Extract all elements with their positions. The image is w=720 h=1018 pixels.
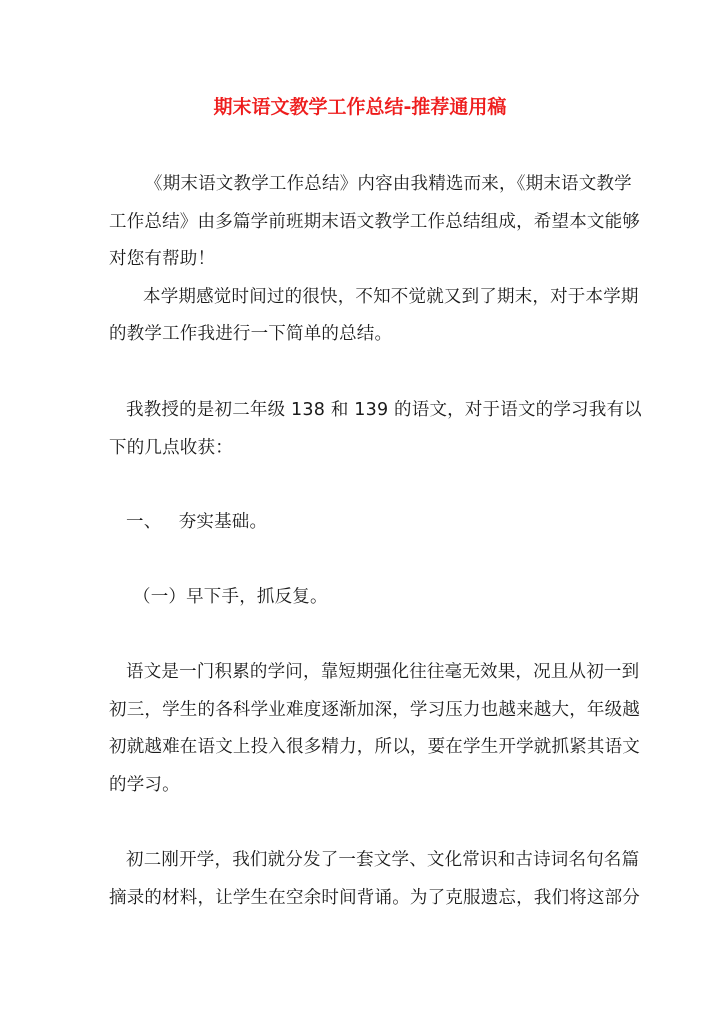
intro-line-3: 对您有帮助！	[109, 249, 216, 269]
paragraph-accumulation-line-2: 初三，学生的各科学业难度逐渐加深，学习压力也越来越大，年级越	[109, 700, 640, 720]
intro-line-2: 工作总结》由多篇学前班期末语文教学工作总结组成，希望本文能够	[109, 212, 640, 232]
paragraph-classes-line-2: 下的几点收获：	[109, 438, 233, 458]
document-title: 期末语文教学工作总结-推荐通用稿	[213, 96, 507, 118]
paragraph-classes-line-1: 我教授的是初二年级 138 和 139 的语文，对于语文的学习我有以	[126, 400, 642, 420]
paragraph-accumulation-line-4: 的学习。	[109, 775, 180, 795]
paragraph-accumulation-line-3: 初就越难在语文上投入很多精力，所以，要在学生开学就抓紧其语文	[109, 737, 640, 757]
section-heading-1: 一、 夯实基础。	[126, 512, 268, 532]
paragraph-semester-line-2: 的教学工作我进行一下简单的总结。	[109, 324, 393, 344]
intro-line-1: 《期末语文教学工作总结》内容由我精选而来，《期末语文教学	[145, 174, 632, 194]
paragraph-materials-line-1: 初二刚开学，我们就分发了一套文学、文化常识和古诗词名句名篇	[126, 850, 640, 870]
subsection-heading-1: （一）早下手，抓反复。	[133, 587, 328, 607]
paragraph-accumulation-line-1: 语文是一门积累的学问，靠短期强化往往毫无效果，况且从初一到	[126, 662, 640, 682]
paragraph-semester-line-1: 本学期感觉时间过的很快，不知不觉就又到了期末，对于本学期	[143, 287, 639, 307]
paragraph-materials-line-2: 摘录的材料，让学生在空余时间背诵。为了克服遗忘，我们将这部分	[109, 888, 640, 908]
